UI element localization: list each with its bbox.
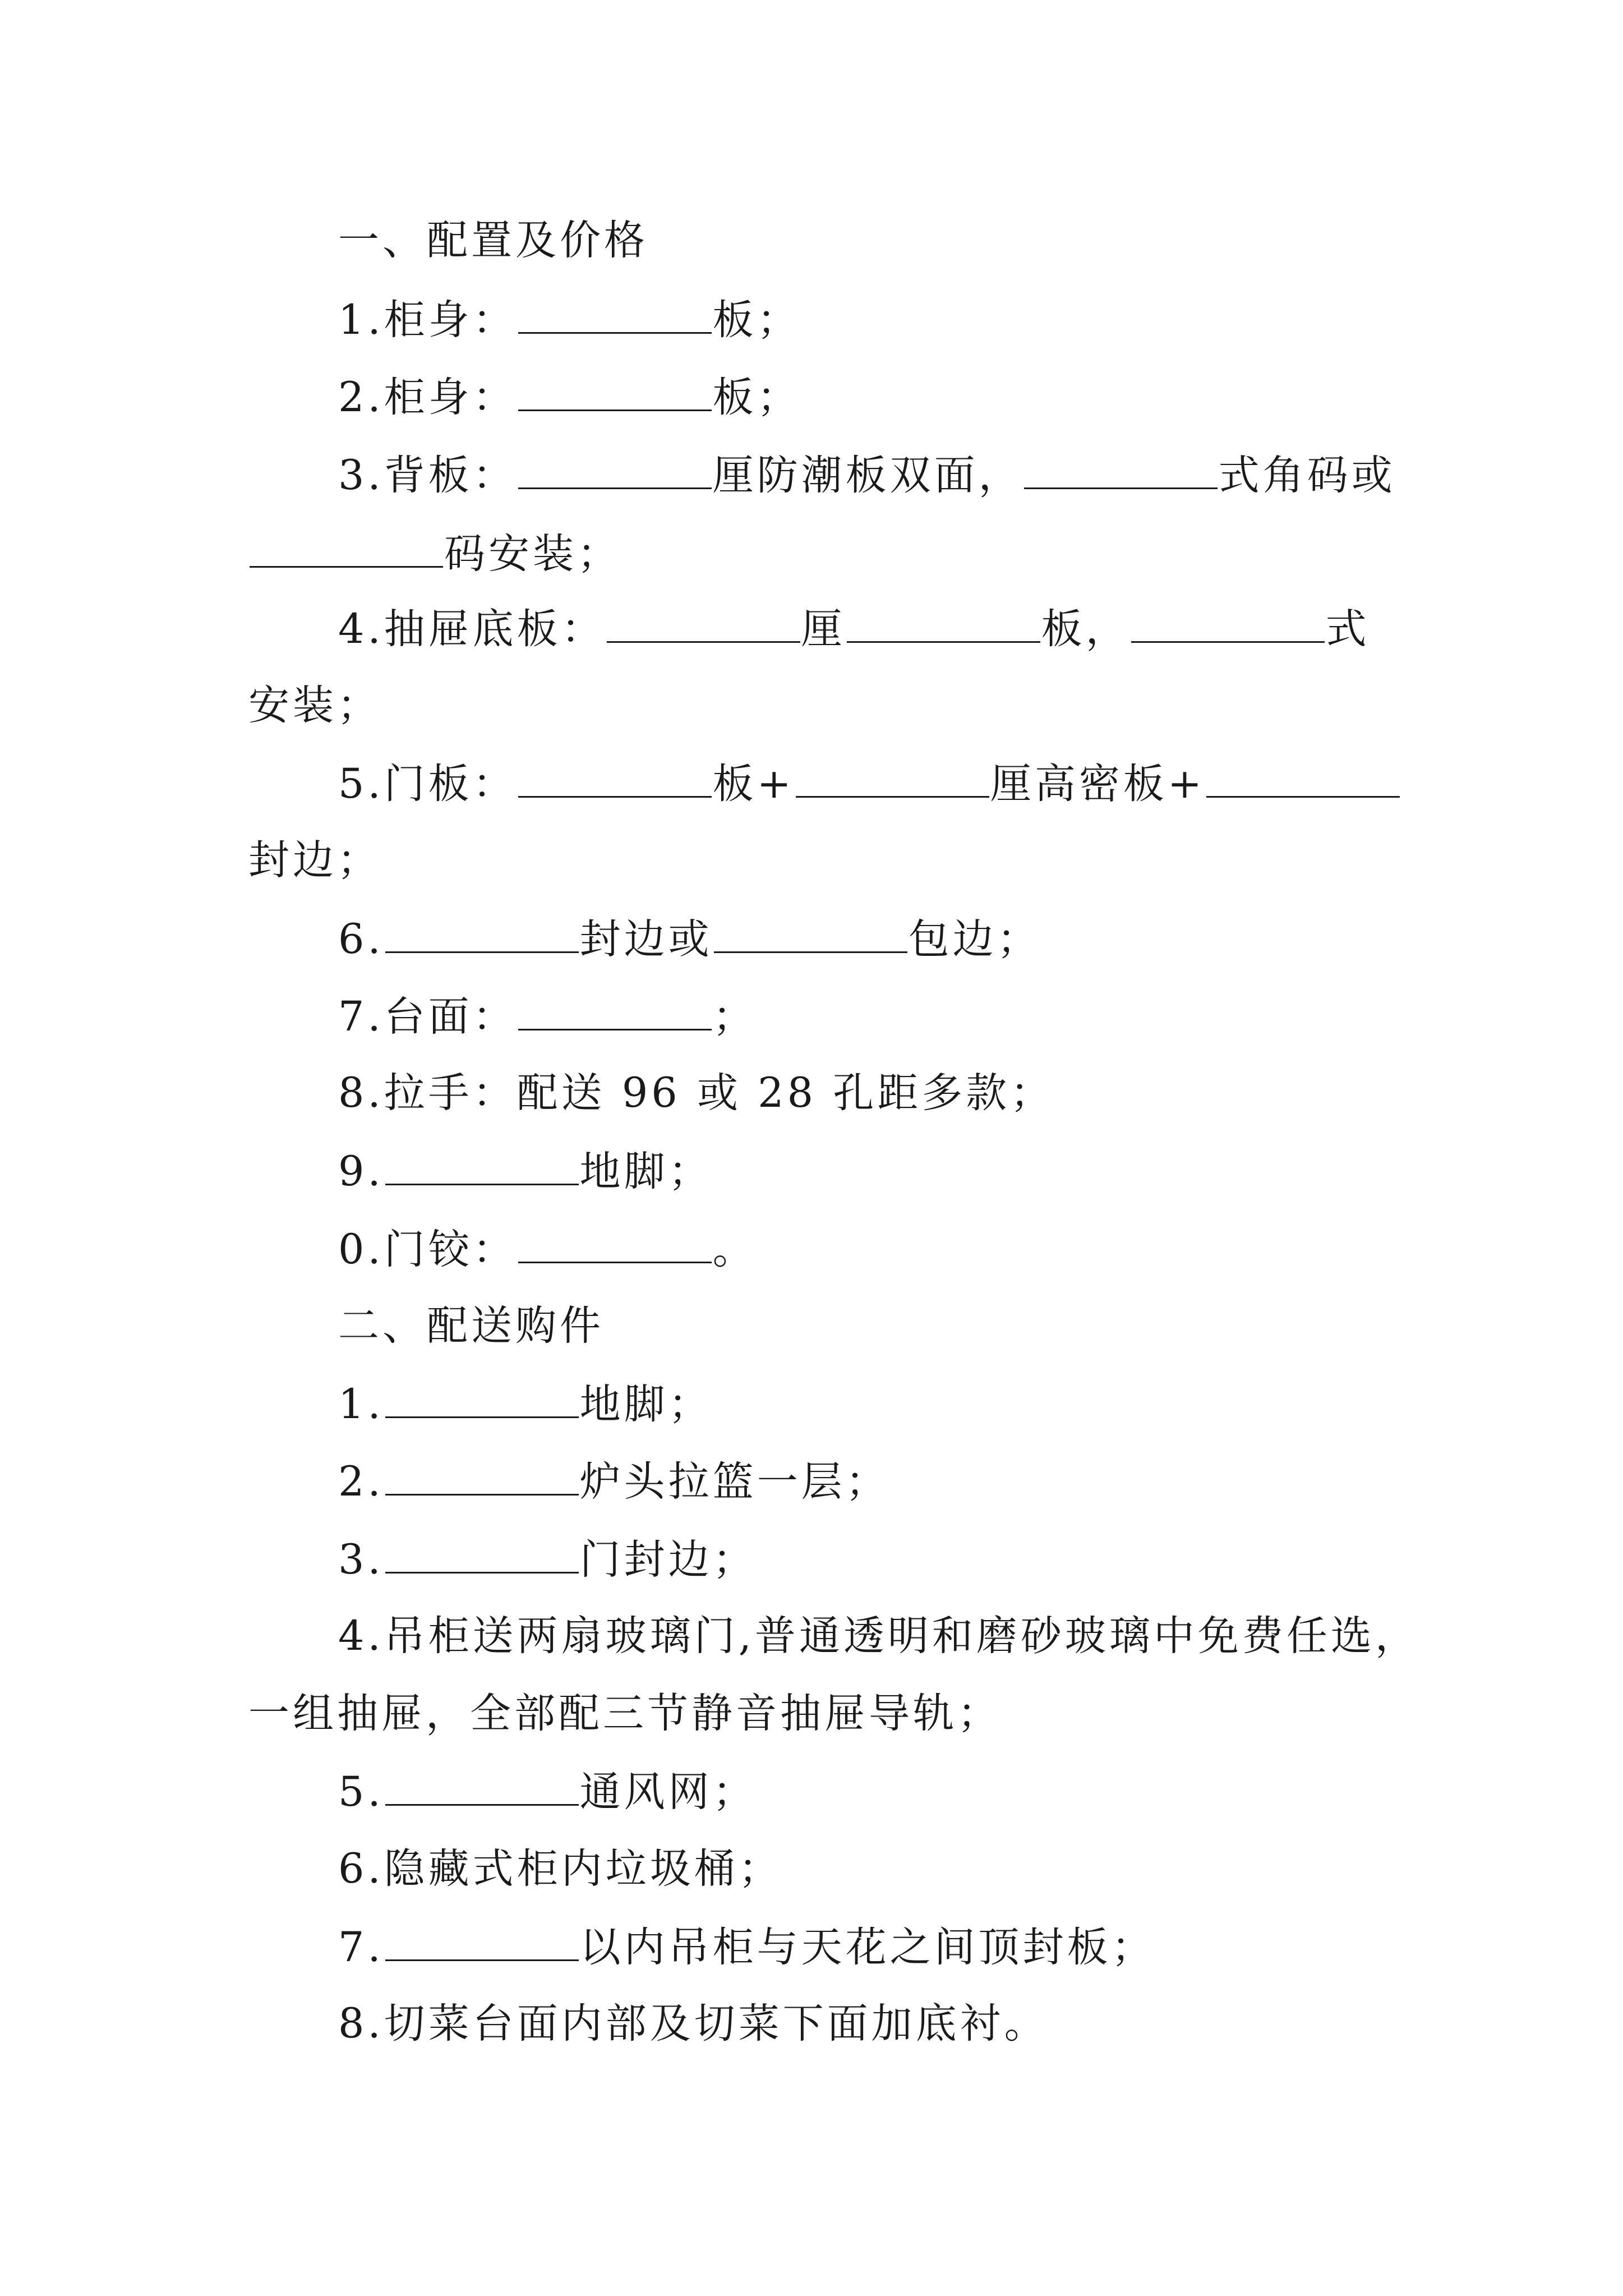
item-text: 板， xyxy=(1041,605,1130,653)
item-text: 地脚； xyxy=(579,1148,713,1195)
list-item xyxy=(338,1768,1381,1816)
item-text: 2.柜身： xyxy=(338,374,517,421)
fill-in-blank xyxy=(607,608,800,643)
list-item xyxy=(338,993,1381,1041)
item-text: 厘高密板+ xyxy=(990,760,1205,808)
fill-in-blank xyxy=(518,298,712,334)
list-item-continuation xyxy=(248,530,1381,578)
fill-in-blank xyxy=(518,454,712,489)
item-text: 6. xyxy=(338,915,384,963)
item-text: 4.抽屉底板： xyxy=(338,605,606,653)
item-text: 0.门铰： xyxy=(338,1226,517,1273)
item-text: 板； xyxy=(712,374,801,421)
fill-in-blank xyxy=(518,995,712,1030)
item-text: 5.门板： xyxy=(338,760,517,808)
item-text: 包边； xyxy=(908,915,1041,963)
item-text: 1. xyxy=(338,1381,384,1428)
item-text: 门封边； xyxy=(579,1536,757,1584)
item-text: 9. xyxy=(338,1148,384,1195)
item-text: 地脚； xyxy=(579,1381,713,1428)
fill-in-blank xyxy=(518,376,712,411)
item-text: 2. xyxy=(338,1458,384,1506)
fill-in-blank xyxy=(385,918,579,953)
item-text: 式 xyxy=(1325,605,1370,653)
list-item xyxy=(338,1924,1381,1971)
list-item: 6.隐藏式柜内垃圾桶； xyxy=(338,1845,783,1893)
item-text: 5. xyxy=(338,1768,384,1816)
item-text: 以内吊柜与天花之间顶封板； xyxy=(579,1924,1156,1971)
list-item: 8.切菜台面内部及切菜下面加底衬。 xyxy=(338,2000,1049,2047)
fill-in-blank xyxy=(714,918,907,953)
list-item-continuation: 封边； xyxy=(248,836,381,884)
fill-in-blank xyxy=(518,1228,712,1263)
list-item xyxy=(338,1381,1381,1428)
list-item-continuation: 安装； xyxy=(248,682,381,729)
item-text: 炉头拉篮一层； xyxy=(579,1458,890,1506)
fill-in-blank xyxy=(1206,762,1400,798)
list-item xyxy=(338,1458,1381,1506)
list-item-continuation: 一组抽屉，全部配三节静音抽屉导轨； xyxy=(248,1690,1002,1737)
fill-in-blank xyxy=(385,1150,579,1185)
fill-in-blank xyxy=(385,1383,579,1418)
list-item xyxy=(338,605,1381,653)
fill-in-blank xyxy=(847,608,1040,643)
item-text: 厘防潮板双面， xyxy=(712,452,1023,499)
item-text: 3.背板： xyxy=(338,452,517,499)
section-heading-2: 二、配送购件 xyxy=(338,1302,604,1350)
item-text: 7.台面： xyxy=(338,993,517,1041)
fill-in-blank xyxy=(518,762,712,798)
fill-in-blank xyxy=(796,762,989,798)
list-item xyxy=(338,1148,1381,1195)
list-item xyxy=(338,1536,1381,1584)
list-item xyxy=(338,296,1381,344)
list-item xyxy=(338,374,1381,421)
item-text: 3. xyxy=(338,1536,384,1584)
item-text: 码安装； xyxy=(444,530,621,578)
list-item xyxy=(338,1226,1381,1273)
list-item: 4.吊柜送两扇玻璃门,普通透明和磨砂玻璃中免费任选， xyxy=(338,1612,1419,1660)
item-text: 板+ xyxy=(712,760,795,808)
item-text: ； xyxy=(712,993,757,1041)
item-text: 式角码或 xyxy=(1218,452,1396,499)
item-text: 。 xyxy=(712,1226,757,1273)
fill-in-blank xyxy=(385,1926,579,1961)
section-heading-1: 一、配置及价格 xyxy=(338,217,648,264)
fill-in-blank xyxy=(250,532,443,568)
item-text: 通风网； xyxy=(579,1768,757,1816)
list-item xyxy=(338,452,1396,499)
item-text: 7. xyxy=(338,1924,384,1971)
fill-in-blank xyxy=(385,1770,579,1806)
list-item xyxy=(338,760,1381,808)
fill-in-blank xyxy=(1024,454,1218,489)
list-item xyxy=(338,915,1381,963)
item-text: 封边或 xyxy=(579,915,713,963)
list-item: 8.拉手：配送 96 或 28 孔距多款； xyxy=(338,1069,1055,1117)
item-text: 厘 xyxy=(801,605,846,653)
fill-in-blank xyxy=(385,1460,579,1496)
fill-in-blank xyxy=(1131,608,1325,643)
fill-in-blank xyxy=(385,1538,579,1573)
item-text: 板； xyxy=(712,296,801,344)
item-text: 1.柜身： xyxy=(338,296,517,344)
